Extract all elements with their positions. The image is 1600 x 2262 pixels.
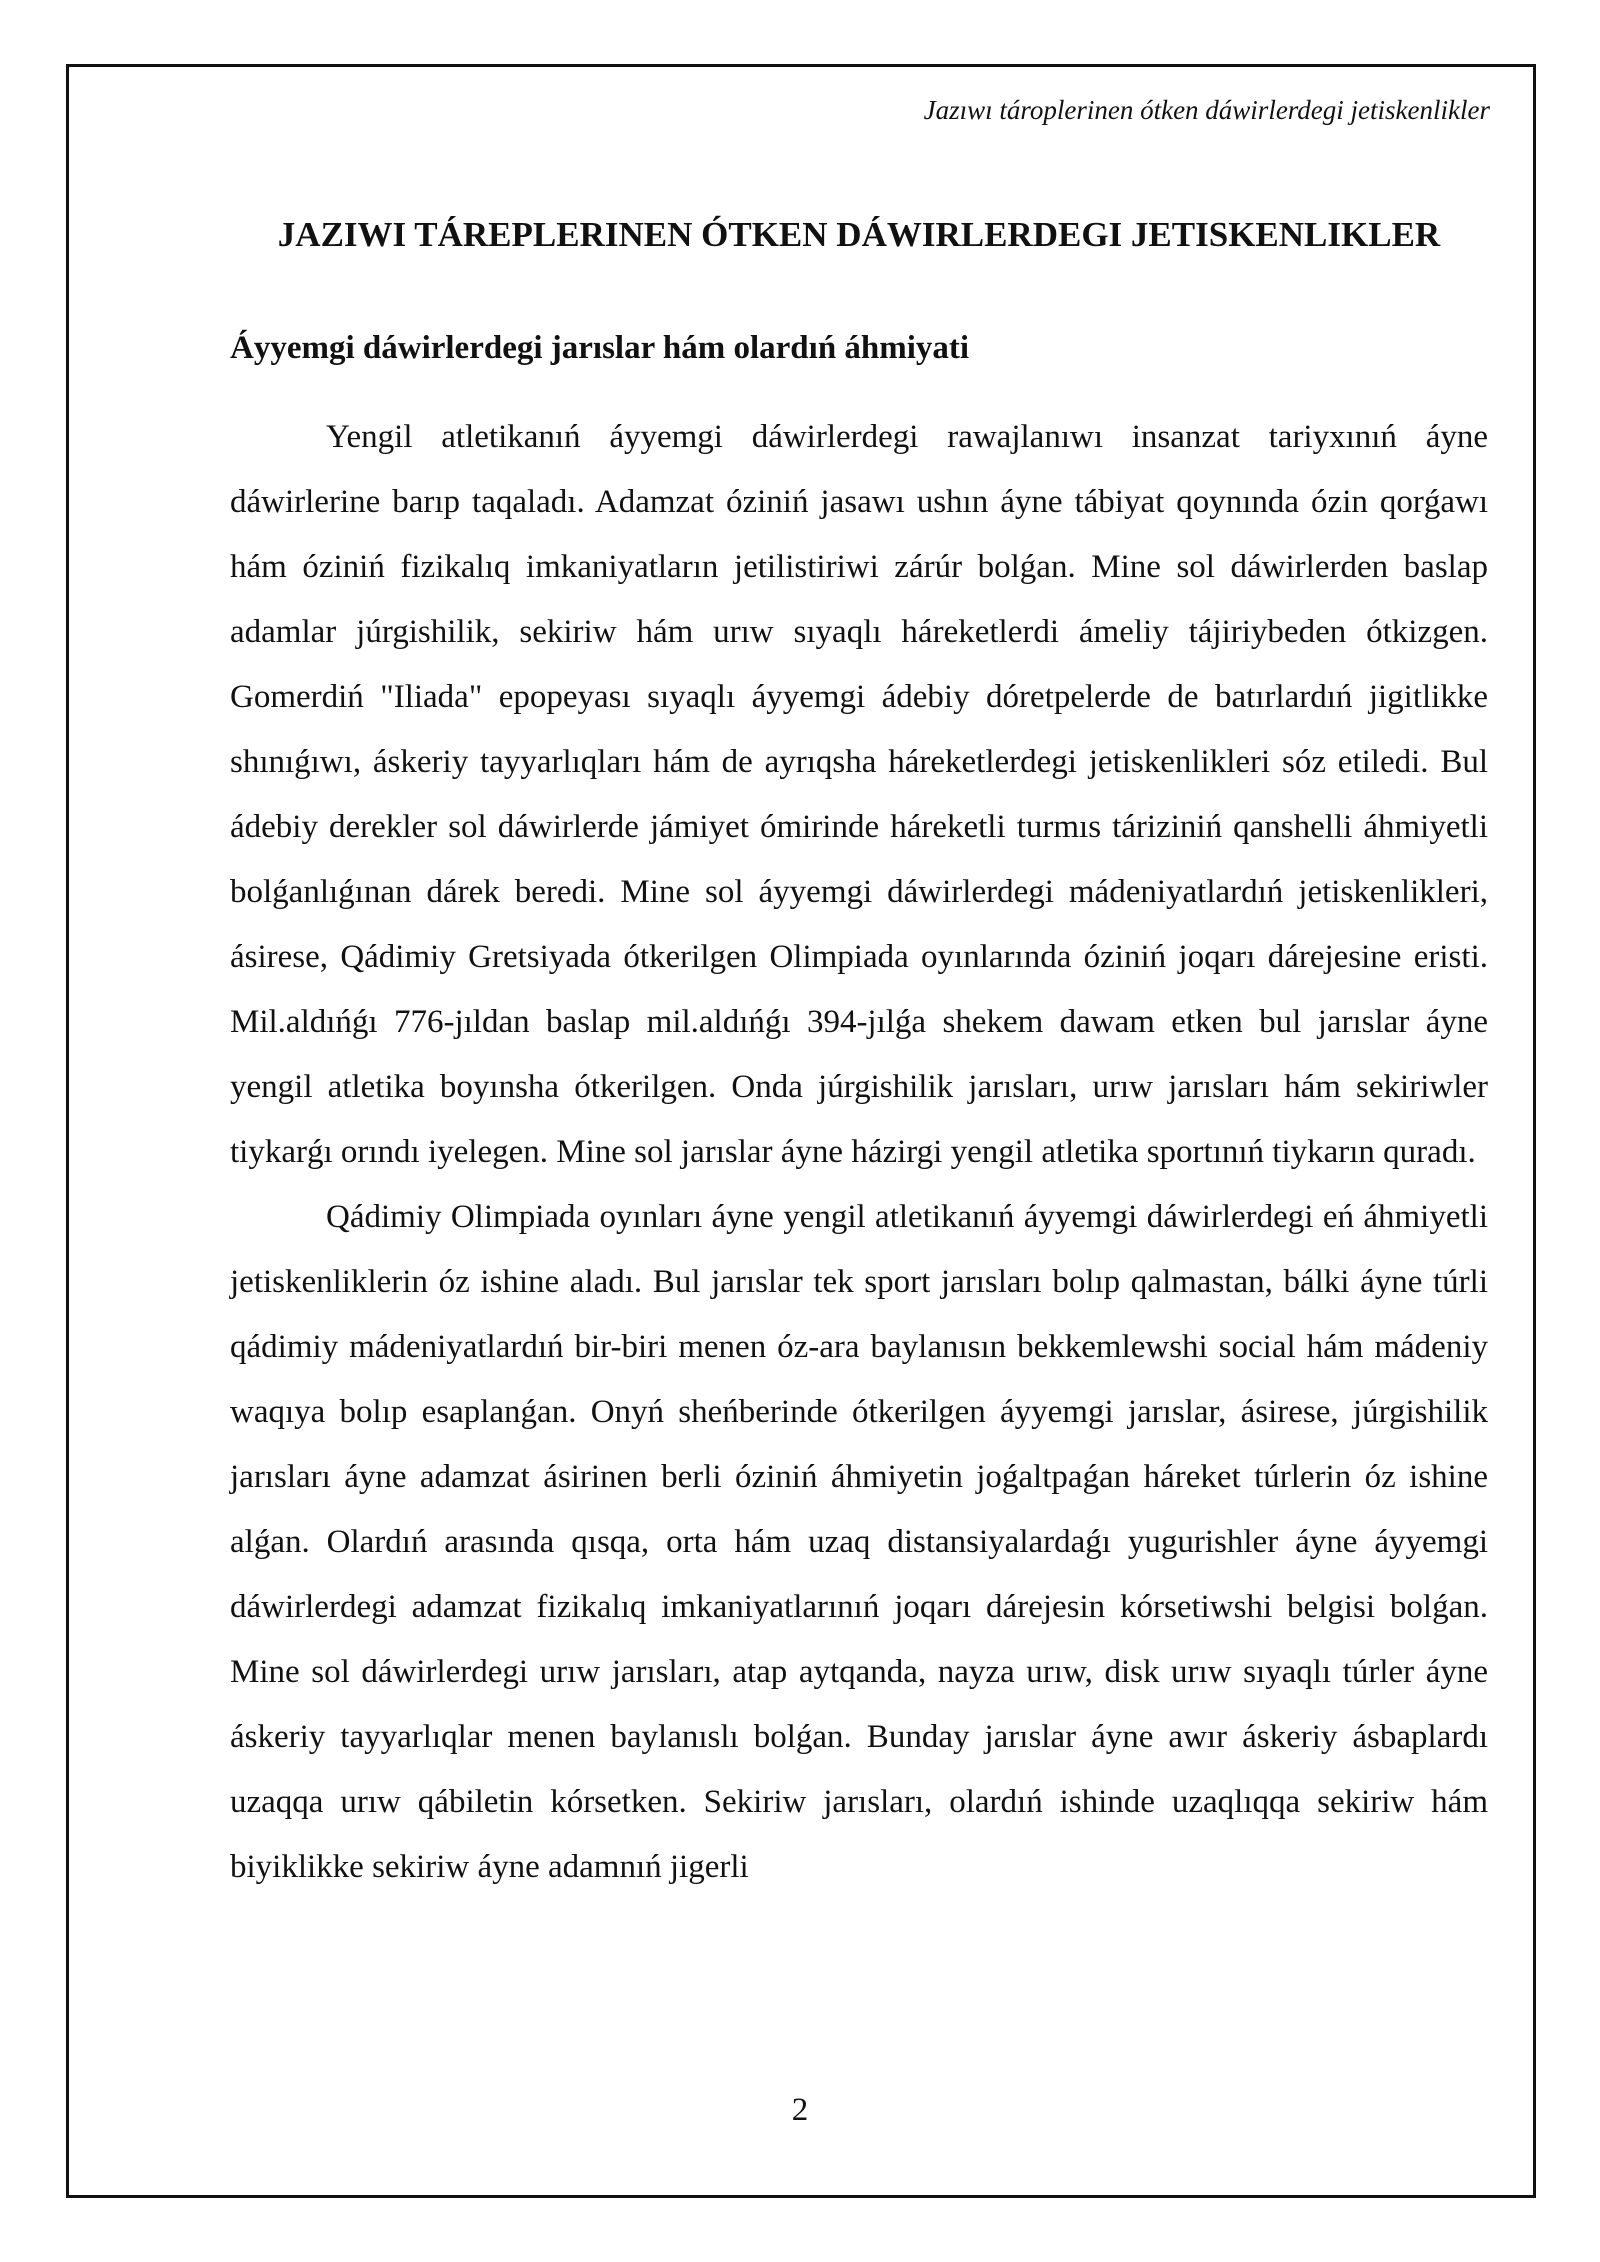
paragraph-1: Yengil atletikanıń áyyemgi dáwirlerdegi rawajlanıwı insanzat tariyxınıń áyne dáwirlerine barıp taqaladı. Adamzat óziniń jasawı ushın áyne tábiyat qoynında ózin qorǵawı hám óziniń fizikalıq imkaniyatların jetilistiriwi zárúr bolǵan. Mine sol dáwirlerden baslap adamlar júrgishilik, sekiriw hám urıw sıyaqlı háreketlerdi ámeliy tájiriybeden ótkizgen. Gomerdiń "Iliada" epopeyası sıyaqlı áyyemgi ádebiy dóretpelerde de batırlardıń jigitlikke shınıǵıwı, áskeriy tayyarlıqları hám de ayrıqsha háreketlerdegi jetiskenlikleri sóz etiledi. Bul ádebiy derekler sol dáwirlerde jámiyet ómirinde háreketli turmıs táriziniń qanshelli áhmiyetli bolǵanlıǵınan dárek beredi. Mine sol áyyemgi dáwirlerdegi mádeniyatlardıń jetiskenlikleri, ásirese, Qádimiy Gretsiyada ótkerilgen Olimpiada oyınlarında óziniń joqarı dárejesine eristi. Mil.aldıńǵı 776-jıldan baslap mil.aldıńǵı 394-jılǵa shekem dawam etken bul jarıslar áyne yengil atletika boyınsha ótkerilgen. Onda júrgishilik jarısları, urıw jarısları hám sekiriwler tiykarǵı orındı iyelegen. Mine sol jarıslar áyne házirgi yengil atletika sportınıń tiykarın quradı. [230,419,1488,1170]
document-title: JAZIWI TÁREPLERINEN ÓTKEN DÁWIRLERDEGI JETISKENLIKLER [277,215,1441,254]
section-heading: Áyyemgi dáwirlerdegi jarıslar hám olardıń áhmiyati [230,330,970,366]
paragraph-2: Qádimiy Olimpiada oyınları áyne yengil atletikanıń áyyemgi dáwirlerdegi eń áhmiyetli jetiskenliklerin óz ishine aladı. Bul jarıslar tek sport jarısları bolıp qalmastan, bálki áyne túrli qádimiy mádeniyatlardıń bir-biri menen óz-ara baylanısın bekkemlewshi social hám mádeniy waqıya bolıp esaplanǵan. Onyń sheńberinde ótkerilgen áyyemgi jarıslar, ásirese, júrgishilik jarısları áyne adamzat ásirinen berli óziniń áhmiyetin joǵaltpaǵan háreket túrlerin óz ishine alǵan. Olardıń arasında qısqa, orta hám uzaq distansiyalardaǵı yugurishler áyne áyyemgi dáwirlerdegi adamzat fizikalıq imkaniyatlarınıń joqarı dárejesin kórsetiwshi belgisi bolǵan. Mine sol dáwirlerdegi urıw jarısları, atap aytqanda, nayza urıw, disk urıw sıyaqlı túrler áyne áskeriy tayyarlıqlar menen baylanıslı bolǵan. Bunday jarıslar áyne awır áskeriy ásbaplardı uzaqqa urıw qábiletin kórsetken. Sekiriw jarısları, olardıń ishinde uzaqlıqqa sekiriw hám biyiklikke sekiriw áyne adamnıń jigerli [230,1199,1488,1885]
page-number: 2 [791,2092,809,2128]
running-header: Jazıwı tároplerinen ótken dáwirlerdegi jetiskenlikler [923,95,1490,125]
body-text [230,405,1488,1900]
